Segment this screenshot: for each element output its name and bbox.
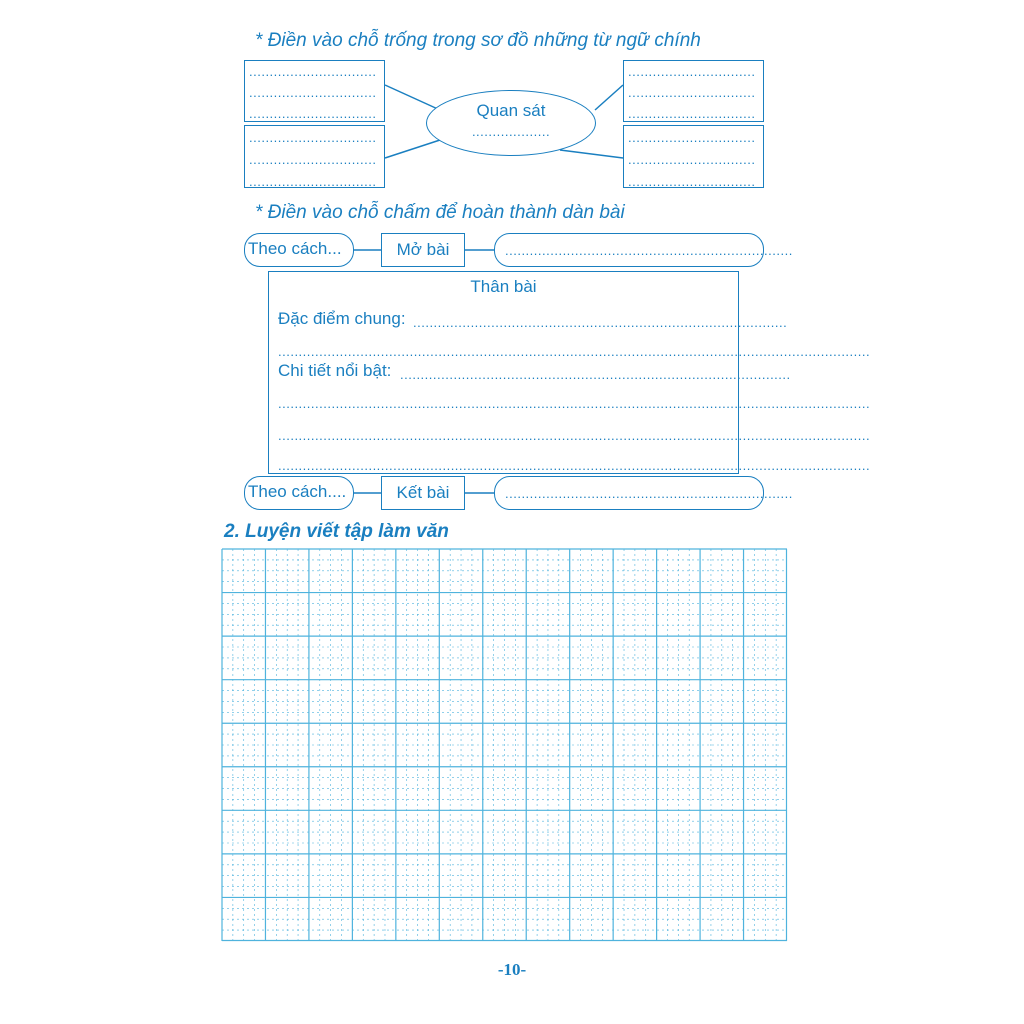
conclusion-box bbox=[381, 476, 465, 510]
conclusion-label: Kết bài bbox=[396, 483, 450, 502]
body-general-label: Đặc điểm chung: bbox=[278, 309, 406, 328]
intro-answer-pill[interactable] bbox=[494, 233, 793, 267]
answer-line: ............................... bbox=[628, 174, 756, 189]
intro-answer-dots: ...................................................................... bbox=[505, 243, 793, 258]
body-general-dots[interactable]: ........................................................................................... bbox=[413, 315, 788, 330]
writing-grid[interactable] bbox=[222, 549, 787, 941]
body-answer-line[interactable]: ................................................................................................................................................ bbox=[278, 344, 871, 359]
answer-line: ............................... bbox=[628, 85, 756, 100]
answer-line: ............................... bbox=[249, 174, 377, 189]
answer-line: ............................... bbox=[628, 130, 756, 145]
writing-section-title: 2. Luyện viết tập làm văn bbox=[224, 521, 449, 542]
intro-method-label: Theo cách... bbox=[248, 239, 342, 258]
keyword-box-top-right[interactable] bbox=[623, 60, 764, 122]
body-answer-line[interactable]: ................................................................................................................................................ bbox=[278, 428, 871, 443]
body-detail-label: Chi tiết nổi bật: bbox=[278, 361, 392, 380]
diagram-instruction: * Điền vào chỗ trống trong sơ đồ những từ ngữ chính bbox=[255, 30, 701, 51]
body-answer-line[interactable]: ................................................................................................................................................ bbox=[278, 458, 871, 473]
answer-line: ............................... bbox=[249, 85, 377, 100]
answer-line: ............................... bbox=[249, 106, 377, 121]
body-detail-dots[interactable]: ............................................................................................... bbox=[400, 367, 791, 382]
center-topic-dots: ................... bbox=[471, 124, 551, 139]
keyword-box-top-left[interactable] bbox=[244, 60, 385, 122]
conclusion-answer-pill[interactable] bbox=[494, 476, 793, 510]
intro-method-pill[interactable] bbox=[244, 233, 354, 267]
body-title: Thân bài bbox=[470, 277, 537, 296]
answer-line: ............................... bbox=[249, 64, 377, 79]
intro-label: Mở bài bbox=[396, 240, 450, 259]
keyword-box-bottom-left[interactable] bbox=[244, 125, 385, 188]
body-answer-line[interactable]: ................................................................................................................................................ bbox=[278, 396, 871, 411]
body-box bbox=[268, 271, 871, 474]
conclusion-method-pill[interactable] bbox=[244, 476, 354, 510]
answer-line: ............................... bbox=[628, 106, 756, 121]
page-number: -10- bbox=[497, 960, 527, 979]
center-topic-ellipse bbox=[426, 90, 596, 156]
grid-lines bbox=[222, 549, 787, 941]
keyword-box-bottom-right[interactable] bbox=[623, 125, 764, 188]
conclusion-answer-dots: ...................................................................... bbox=[505, 486, 793, 501]
intro-box bbox=[381, 233, 465, 267]
answer-line: ............................... bbox=[628, 64, 756, 79]
answer-line: ............................... bbox=[249, 152, 377, 167]
conclusion-method-label: Theo cách.... bbox=[248, 482, 347, 501]
outline-instruction: * Điền vào chỗ chấm để hoàn thành dàn bài bbox=[255, 202, 625, 223]
center-topic-label: Quan sát bbox=[476, 101, 546, 120]
answer-line: ............................... bbox=[628, 152, 756, 167]
answer-line: ............................... bbox=[249, 130, 377, 145]
